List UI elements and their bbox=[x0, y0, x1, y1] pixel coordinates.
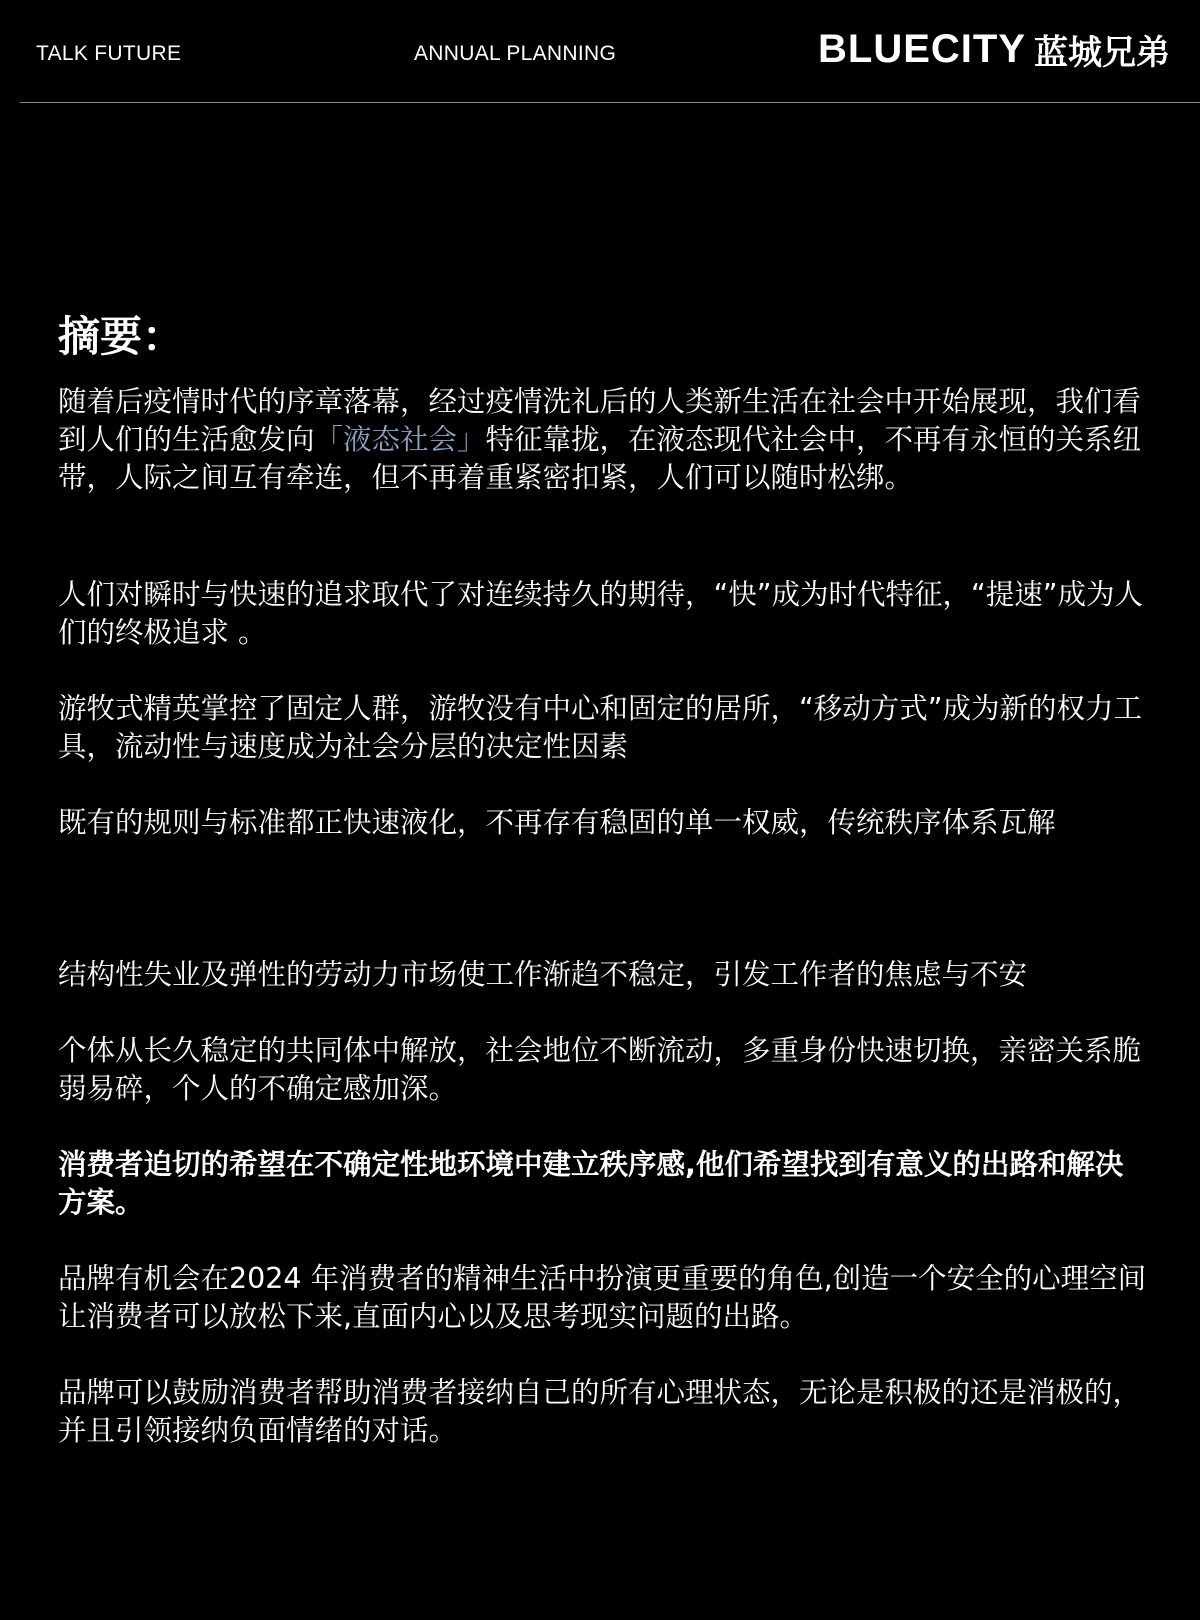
liquid-society-highlight: 「液态社会」 bbox=[314, 423, 486, 456]
brand-logo bbox=[818, 26, 1170, 72]
summary-paragraph-7: 消费者迫切的希望在不确定性地环境中建立秩序感,他们希望找到有意义的出路和解决方案。 bbox=[58, 1148, 1124, 1219]
summary-paragraph-5: 结构性失业及弹性的劳动力市场使工作渐趋不稳定，引发工作者的焦虑与不安 bbox=[58, 958, 1028, 991]
paragraph-1-text-a: 随着后疫情时代的序章落幕，经过疫情洗礼后的人类新生活在社会中开始展现，我们看到人们的生活愈发向 bbox=[58, 385, 1142, 456]
brand-logo-latin: BLUECITY bbox=[818, 26, 1026, 71]
header-left-label: TALK FUTURE bbox=[36, 42, 182, 65]
header-divider bbox=[20, 102, 1200, 103]
summary-paragraph-1 bbox=[58, 383, 1148, 497]
summary-paragraph-8: 品牌有机会在2024 年消费者的精神生活中扮演更重要的角色,创造一个安全的心理空间让消费者可以放松下来,直面内心以及思考现实问题的出路。 bbox=[58, 1262, 1147, 1333]
page-header bbox=[0, 0, 1200, 104]
paragraph-1-text-b: 特征靠拢，在液态现代社会中，不再有永恒的关系纽带，人际之间互有牵连，但不再着重紧密扣紧，人们可以随时松绑。 bbox=[58, 423, 1142, 494]
summary-paragraph-3: 游牧式精英掌控了固定人群，游牧没有中心和固定的居所，“移动方式”成为新的权力工具，流动性与速度成为社会分层的决定性因素 bbox=[58, 692, 1143, 763]
summary-paragraph-6: 个体从长久稳定的共同体中解放，社会地位不断流动，多重身份快速切换，亲密关系脆弱易碎，个人的不确定感加深。 bbox=[58, 1034, 1142, 1105]
summary-paragraph-2: 人们对瞬时与快速的追求取代了对连续持久的期待，“快”成为时代特征，“提速”成为人们的终极追求 。 bbox=[58, 578, 1144, 649]
summary-paragraph-4: 既有的规则与标准都正快速液化，不再存有稳固的单一权威，传统秩序体系瓦解 bbox=[58, 806, 1056, 839]
summary-paragraph-9: 品牌可以鼓励消费者帮助消费者接纳自己的所有心理状态，无论是积极的还是消极的，并且引领接纳负面情绪的对话。 bbox=[58, 1376, 1142, 1447]
header-center-label: ANNUAL PLANNING bbox=[414, 42, 617, 65]
summary-title: 摘要： bbox=[58, 312, 185, 361]
brand-logo-chinese: 蓝城兄弟 bbox=[1034, 32, 1170, 73]
